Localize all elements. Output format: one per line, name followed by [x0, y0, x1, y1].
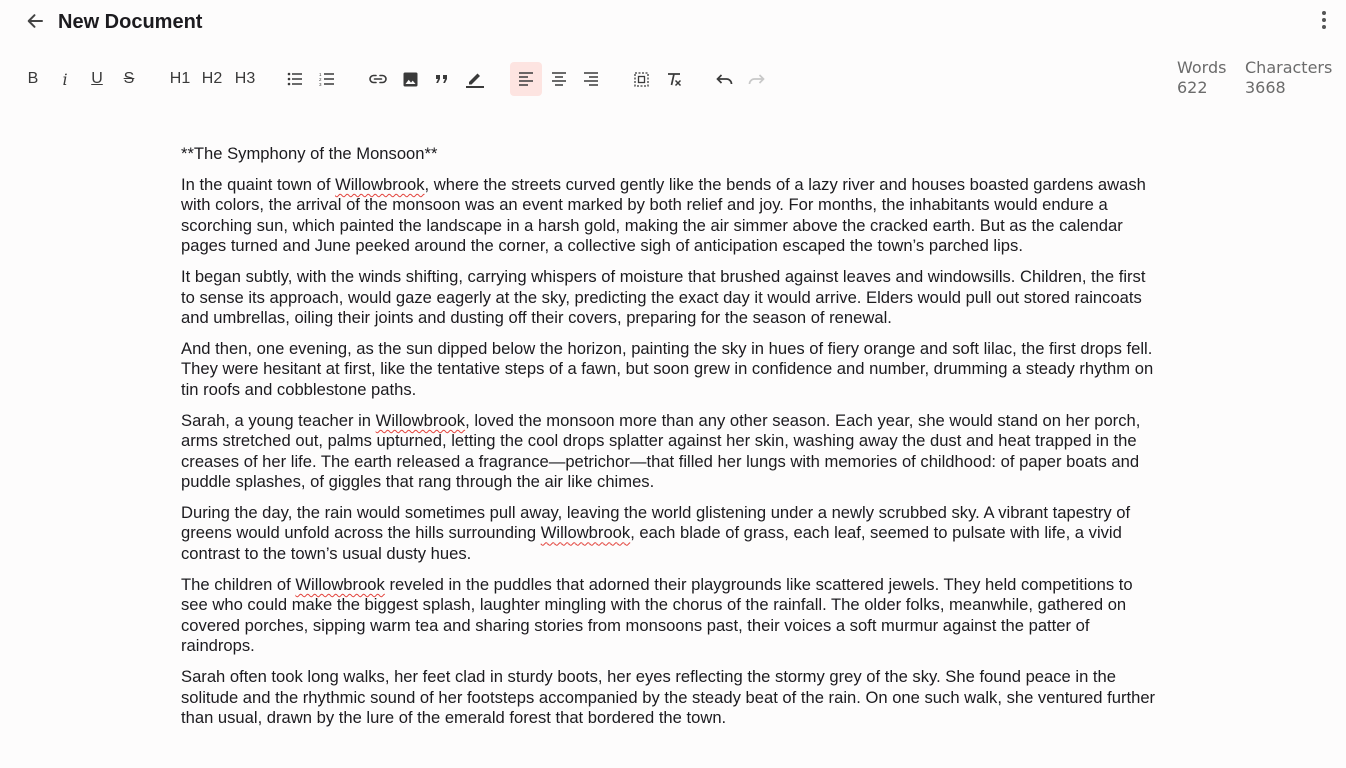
align-left-button[interactable]: [510, 62, 542, 96]
misspelled-word[interactable]: Willowbrook: [295, 574, 385, 594]
paragraph-5: [181, 503, 1161, 564]
more-options-button[interactable]: [1312, 10, 1336, 34]
character-count: [1245, 58, 1332, 98]
svg-text:1: 1: [319, 72, 322, 77]
highlight-button[interactable]: [459, 62, 491, 96]
underline-button[interactable]: [81, 62, 113, 96]
highlighter-pen-icon: [466, 70, 484, 88]
paragraph-4-text-a: Sarah, a young teacher in: [181, 410, 376, 430]
blockquote-button[interactable]: [426, 62, 458, 96]
heading-1-button[interactable]: [164, 62, 196, 96]
paragraph-6: [181, 575, 1161, 657]
bold-button[interactable]: [17, 62, 49, 96]
svg-text:2: 2: [319, 77, 322, 82]
more-vertical-icon: [1321, 10, 1327, 35]
svg-text:3: 3: [319, 82, 322, 86]
align-right-icon: [583, 72, 599, 86]
redo-icon: [748, 74, 765, 85]
insert-link-button[interactable]: [362, 62, 394, 96]
heading-2-button[interactable]: [196, 62, 228, 96]
heading-1-label: H1: [169, 70, 191, 87]
undo-icon: [716, 74, 733, 85]
paragraph-1-text-c: , where the streets curved gently like the bends of a lazy river and houses boasted gardens awash with colors, the arrival of the monsoon was an event marked by both relief and joy. For months, the inhabitants would endure a scorching sun, which painted the landscape in a harsh gold, making the air simmer above the cracked earth. But as the calendar pages turned and June peeked around the corner, a collective sigh of anticipation escaped the town’s parched lips.: [181, 175, 1146, 256]
document-heading-line: **The Symphony of the Monsoon**: [181, 144, 438, 163]
redo-button[interactable]: [740, 62, 772, 96]
select-all-icon: [634, 72, 649, 87]
image-icon: [403, 72, 418, 87]
strikethrough-label: S: [123, 70, 135, 87]
back-button[interactable]: [22, 10, 48, 36]
word-count: [1177, 58, 1226, 98]
quote-icon: [435, 74, 449, 84]
misspelled-word[interactable]: Willowbrook: [335, 175, 425, 194]
insert-image-button[interactable]: [394, 62, 426, 96]
bullet-list-button[interactable]: [279, 62, 311, 96]
misspelled-word[interactable]: Willowbrook: [375, 410, 466, 430]
clear-format-icon: [666, 72, 682, 87]
bold-label: B: [27, 70, 39, 87]
align-left-icon: [518, 72, 534, 86]
paragraph-3: And then, one evening, as the sun dipped below the horizon, painting the sky in hues of fiery orange and soft lilac, the first drops fell. They were hesitant at first, like the tentative steps of a fawn, but soon grew in confidence and number, drumming a steady rhythm on tin roofs and cobblestone paths.: [181, 339, 1154, 399]
character-count-value: 3668: [1245, 78, 1286, 97]
italic-button[interactable]: [49, 62, 81, 96]
paragraph-4-text-c: , loved the monsoon more than any other season. Each year, she would stand on her porch, arms stretched out, palms upturned, letting the cool drops splatter against her skin, washing away the dust and heat trapped in the creases of her life. The earth released a fragrance—petrichor—that filled her lungs with memories of childhood: of paper boats and puddle splashes, of giggles that rang through the air like chimes.: [181, 410, 1141, 492]
bullet-list-icon: [287, 72, 303, 86]
undo-button[interactable]: [708, 62, 740, 96]
paragraph-7: Sarah often took long walks, her feet clad in sturdy boots, her eyes reflecting the stormy grey of the sky. She found peace in the solitude and the rhythmic sound of her footsteps accompanied by the steady beat of the rain. On one such walk, she ventured further than usual, drawn by the lure of the emerald forest that bordered the town.: [181, 667, 1156, 727]
heading-3-button[interactable]: [229, 62, 261, 96]
select-all-button[interactable]: [625, 62, 657, 96]
heading-3-label: H3: [234, 70, 256, 87]
character-count-label: Characters: [1245, 58, 1333, 77]
formatting-toolbar: [18, 62, 1118, 96]
document-title[interactable]: New Document: [58, 11, 203, 33]
align-center-button[interactable]: [543, 62, 575, 96]
paragraph-2: It began subtly, with the winds shifting, carrying whispers of moisture that brushed against leaves and windowsills. Children, the first to sense its approach, would gaze eagerly at the sky, predicting the exact day it would arrive. Elders would pull out stored raincoats and umbrellas, oiling their joints and dusting off their covers, preparing for the season of renewal.: [181, 267, 1146, 328]
paragraph-4: [181, 411, 1161, 493]
clear-formatting-button[interactable]: [658, 62, 690, 96]
misspelled-word[interactable]: Willowbrook: [540, 523, 631, 543]
word-count-value: 622: [1177, 78, 1208, 97]
paragraph-5-text-c: , each blade of grass, each leaf, seemed to pulsate with life, a vivid contrast to the town’s usual dusty hues.: [181, 523, 1122, 563]
paragraph-1-text-a: In the quaint town of: [181, 175, 336, 194]
underline-label: U: [91, 70, 103, 87]
strikethrough-button[interactable]: [113, 62, 145, 96]
numbered-list-button[interactable]: [311, 62, 343, 96]
document-editor[interactable]: [181, 144, 1161, 739]
paragraph-6-text-c: reveled in the puddles that adorned their playgrounds like scattered jewels. They held competitions to see who could make the biggest splash, laughter mingling with the chorus of the rainfall. The older folks, meanwhile, gathered on covered porches, sipping warm tea and sharing stories from monsoons past, their voices a soft murmur against the patter of raindrops.: [181, 574, 1133, 656]
word-count-label: Words: [1177, 58, 1227, 77]
arrow-left-icon: [25, 11, 45, 36]
numbered-list-icon: [319, 72, 335, 86]
align-right-button[interactable]: [575, 62, 607, 96]
paragraph-5-text-a: During the day, the rain would sometimes pull away, leaving the world glistening under a newly scrubbed sky. A vibrant tapestry of greens would unfold across the hills surrounding: [181, 503, 1131, 543]
top-bar: [0, 0, 1346, 44]
link-icon: [369, 74, 387, 84]
italic-label: i: [62, 69, 68, 89]
paragraph-6-text-a: The children of: [181, 574, 296, 594]
paragraph-1: [181, 175, 1161, 257]
align-center-icon: [551, 72, 567, 86]
heading-2-label: H2: [201, 70, 223, 87]
